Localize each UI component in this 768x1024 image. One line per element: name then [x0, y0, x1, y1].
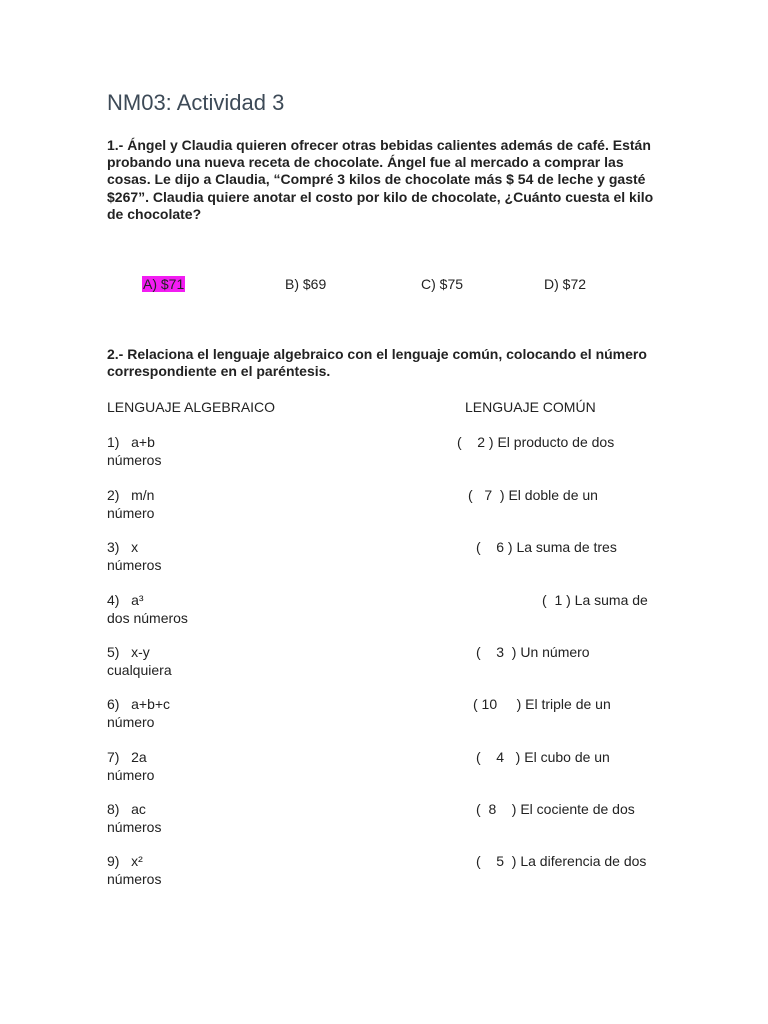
match-row [107, 539, 667, 579]
match-row [107, 487, 667, 527]
common-language-wrap: número [107, 504, 155, 521]
match-row [107, 696, 667, 736]
algebraic-expression: 8) ac [107, 801, 146, 817]
common-language-wrap: números [107, 556, 162, 573]
match-row [107, 749, 667, 789]
common-language-phrase: ( 3 ) Un número [476, 644, 590, 660]
column-header-common: LENGUAJE COMÚN [465, 399, 596, 415]
algebraic-expression: 3) x [107, 539, 139, 555]
algebraic-expression: 9) x² [107, 853, 143, 869]
common-language-phrase: ( 8 ) El cociente de dos [476, 801, 635, 817]
option-c: C) $75 [421, 276, 464, 292]
match-row [107, 801, 667, 841]
question-1-text: 1.- Ángel y Claudia quieren ofrecer otras bebidas calientes además de café. Están probando una nueva receta de chocolate. Ángel fue al mercado a comprar las cosas. Le dijo a Claudia, “Compré 3 kilos de chocolate más $ 54 de leche y gasté $267”. Claudia quiere anotar el costo por kilo de chocolate, ¿Cuánto cuesta el kilo de chocolate? [107, 137, 654, 222]
common-language-wrap: dos números [107, 609, 188, 626]
common-language-wrap: números [107, 870, 162, 887]
option-b: B) $69 [285, 276, 327, 292]
common-language-phrase: ( 1 ) La suma de [542, 592, 648, 608]
algebraic-expression: 7) 2a [107, 749, 147, 765]
common-language-phrase: ( 4 ) El cubo de un [476, 749, 610, 765]
algebraic-expression: 5) x-y [107, 644, 150, 660]
question-2-text: 2.- Relaciona el lenguaje algebraico con el lenguaje común, colocando el número correspondiente en el paréntesis. [107, 346, 647, 380]
option-a: A) $71 [143, 276, 185, 292]
page-title: NM03: Actividad 3 [107, 90, 285, 115]
common-language-phrase: ( 2 ) El producto de dos [457, 434, 615, 450]
match-row [107, 434, 667, 474]
common-language-wrap: número [107, 713, 155, 730]
common-language-wrap: números [107, 451, 162, 468]
common-language-phrase: ( 5 ) La diferencia de dos [476, 853, 647, 869]
option-d: D) $72 [544, 276, 587, 292]
common-language-wrap: cualquiera [107, 661, 172, 678]
match-row [107, 644, 667, 684]
common-language-phrase: ( 10 ) El triple de un [473, 696, 611, 712]
algebraic-expression: 2) m/n [107, 487, 155, 503]
common-language-wrap: número [107, 766, 155, 783]
algebraic-expression: 4) a³ [107, 592, 144, 608]
match-row [107, 853, 667, 893]
column-header-algebraic: LENGUAJE ALGEBRAICO [107, 399, 276, 415]
algebraic-expression: 1) a+b [107, 434, 155, 450]
algebraic-expression: 6) a+b+c [107, 696, 171, 712]
match-row [107, 592, 667, 632]
common-language-phrase: ( 6 ) La suma de tres [476, 539, 617, 555]
common-language-wrap: números [107, 818, 162, 835]
common-language-phrase: ( 7 ) El doble de un [468, 487, 598, 503]
